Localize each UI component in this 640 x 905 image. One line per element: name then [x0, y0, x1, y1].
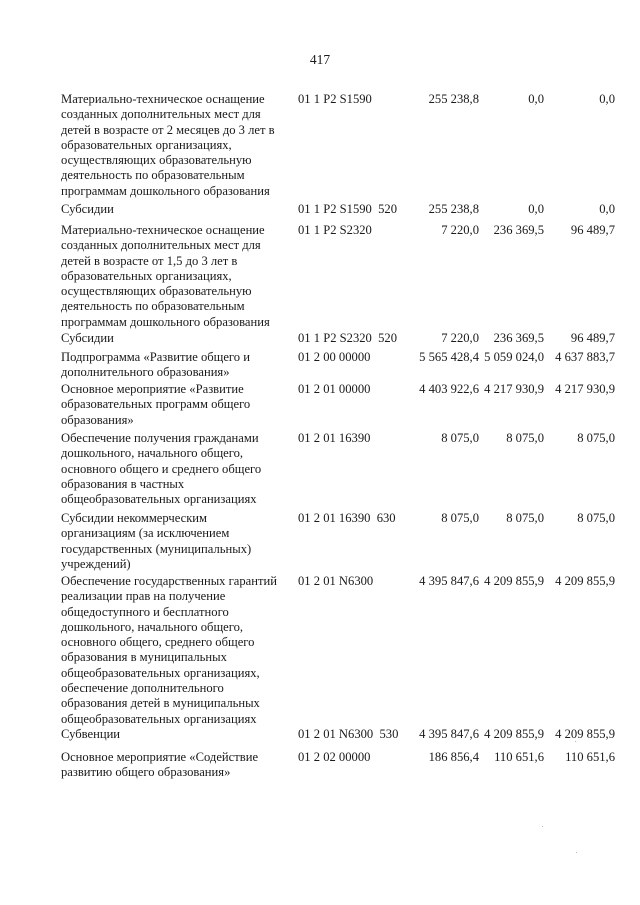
amount-year-1: 5 565 428,4 [419, 350, 479, 364]
item-name: Субсидии [61, 331, 114, 345]
amount-year-3: 4 209 855,9 [555, 727, 615, 741]
amount-year-3: 96 489,7 [570, 223, 615, 237]
item-code: 01 1 P2 S2320 [298, 223, 372, 237]
amount-year-1: 4 395 847,6 [419, 727, 479, 741]
amount-year-2: 110 651,6 [494, 750, 544, 764]
page-number: 417 [309, 52, 331, 67]
amount-year-1: 255 238,8 [428, 202, 479, 216]
item-name: Обеспечение государственных гарантий реализации прав на получение общедоступного и бесплатного дошкольного, начального общего, основного общего, среднего общего образования в муниципальных общеобразовательных организациях, обеспечение дополнительного образования детей в муниципальных общеобразовательных организациях [61, 574, 277, 726]
item-name: Основное мероприятие «Содействие развитию общего образования» [61, 750, 259, 780]
amount-year-1: 4 395 847,6 [419, 574, 479, 588]
amount-year-2: 5 059 024,0 [484, 350, 544, 364]
amount-year-2: 8 075,0 [506, 511, 544, 525]
item-code: 01 2 01 00000 [298, 382, 371, 396]
amount-year-2: 8 075,0 [506, 431, 544, 445]
item-code: 01 2 00 00000 [298, 350, 371, 364]
item-code: 01 2 01 16390 630 [298, 511, 396, 525]
item-name: Субсидии [61, 202, 114, 216]
amount-year-2: 0,0 [528, 92, 544, 106]
amount-year-2: 4 217 930,9 [484, 382, 544, 396]
item-code: 01 2 01 N6300 [298, 574, 374, 588]
amount-year-3: 96 489,7 [570, 331, 615, 345]
amount-year-1: 4 403 922,6 [419, 382, 479, 396]
item-name: Материально-техническое оснащение созданных дополнительных мест для детей в возрасте от 1,5 до 3 лет в образовательных организациях, осуществляющих образовательную деятельность по образовательным программам дошкольного образования [61, 223, 270, 329]
item-code: 01 1 P2 S2320 520 [298, 331, 398, 345]
amount-year-3: 110 651,6 [565, 750, 615, 764]
item-name: Материально-техническое оснащение созданных дополнительных мест для детей в возрасте от 2 месяцев до 3 лет в образовательных организациях, осуществляющих образовательную деятельность по образовательным программам дошкольного образования [61, 92, 275, 198]
amount-year-3: 0,0 [599, 202, 615, 216]
item-code: 01 1 P2 S1590 520 [298, 202, 398, 216]
amount-year-2: 236 369,5 [493, 331, 544, 345]
item-name: Субвенции [61, 727, 121, 741]
amount-year-1: 8 075,0 [441, 511, 479, 525]
scan-speck [542, 826, 543, 827]
amount-year-3: 4 209 855,9 [555, 574, 615, 588]
item-name: Основное мероприятие «Развитие образовательных программ общего образования» [61, 382, 251, 427]
amount-year-1: 8 075,0 [441, 431, 479, 445]
item-name: Подпрограмма «Развитие общего и дополнительного образования» [61, 350, 250, 380]
amount-year-2: 4 209 855,9 [484, 727, 544, 741]
amount-year-1: 255 238,8 [428, 92, 479, 106]
amount-year-3: 8 075,0 [577, 511, 615, 525]
scan-speck [575, 741, 576, 742]
amount-year-3: 8 075,0 [577, 431, 615, 445]
amount-year-1: 7 220,0 [441, 331, 479, 345]
item-name: Субсидии некоммерческим организациям (за исключением государственных (муниципальных) учреждений) [61, 511, 252, 571]
amount-year-1: 7 220,0 [441, 223, 479, 237]
item-code: 01 2 02 00000 [298, 750, 371, 764]
amount-year-2: 4 209 855,9 [484, 574, 544, 588]
item-code: 01 2 01 N6300 530 [298, 727, 399, 741]
amount-year-2: 0,0 [528, 202, 544, 216]
scan-speck [576, 852, 577, 853]
item-code: 01 1 P2 S1590 [298, 92, 372, 106]
amount-year-3: 4 637 883,7 [555, 350, 615, 364]
amount-year-3: 4 217 930,9 [555, 382, 615, 396]
item-code: 01 2 01 16390 [298, 431, 371, 445]
amount-year-2: 236 369,5 [493, 223, 544, 237]
item-name: Обеспечение получения гражданами дошкольного, начального общего, основного общего и среднего общего образования в частных общеобразовательных организациях [61, 431, 262, 507]
amount-year-3: 0,0 [599, 92, 615, 106]
amount-year-1: 186 856,4 [428, 750, 479, 764]
